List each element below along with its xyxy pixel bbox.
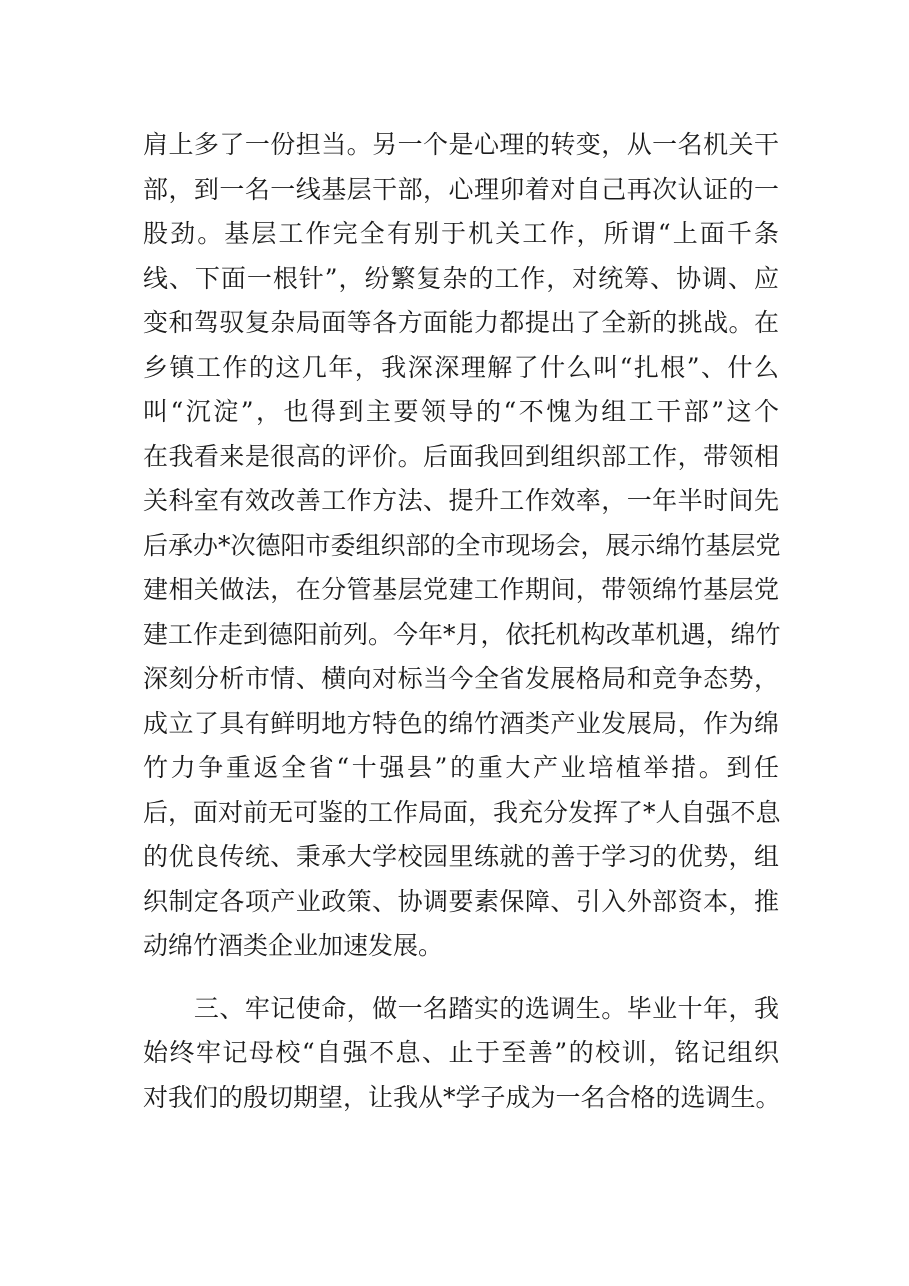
text-line: 线、下面一根针”，纷繁复杂的工作，对统筹、协调、应 — [143, 263, 779, 293]
text-line: 建相关做法，在分管基层党建工作期间，带领绵竹基层党 — [143, 575, 779, 604]
text-line: 三、牢记使命，做一名踏实的选调生。毕业十年，我 — [143, 993, 779, 1023]
text-line: 变和驾驭复杂局面等各方面能力都提出了全新的挑战。在 — [143, 308, 779, 337]
text-line: 对我们的殷切期望，让我从*学子成为一名合格的选调生。 — [143, 1082, 781, 1112]
text-line: 叫“沉淀”，也得到主要领导的“不愧为组工干部”这个 — [143, 397, 779, 426]
paragraph-gap — [143, 969, 779, 987]
text-line: 建工作走到德阳前列。今年*月，依托机构改革机遇，绵竹 — [143, 619, 781, 649]
text-line: 在我看来是很高的评价。后面我回到组织部工作，带领相 — [143, 441, 779, 471]
text-line: 动绵竹酒类企业加速发展。 — [143, 931, 444, 960]
paragraph-1 — [143, 123, 779, 969]
text-line: 后，面对前无可鉴的工作局面，我充分发挥了*人自强不息 — [143, 797, 781, 827]
text-line: 后承办*次德阳市委组织部的全市现场会，展示绵竹基层党 — [143, 530, 781, 560]
text-line: 肩上多了一份担当。另一个是心理的转变，从一名机关干 — [143, 130, 779, 159]
document-body — [143, 123, 779, 1120]
text-line: 的优良传统、秉承大学校园里练就的善于学习的优势，组 — [143, 842, 779, 871]
text-line: 乡镇工作的这几年，我深深理解了什么叫“扎根”、什么 — [143, 352, 779, 382]
text-line: 织制定各项产业政策、协调要素保障、引入外部资本，推 — [143, 886, 779, 916]
text-line: 竹力争重返全省“十强县”的重大产业培植举措。到任 — [143, 753, 779, 782]
text-line: 深刻分析市情、横向对标当今全省发展格局和竞争态势， — [143, 664, 779, 693]
text-line: 关科室有效改善工作方法、提升工作效率，一年半时间先 — [143, 486, 779, 515]
paragraph-2 — [143, 987, 779, 1121]
text-line: 股劲。基层工作完全有别于机关工作，所谓“上面千条 — [143, 219, 779, 248]
text-line: 成立了具有鲜明地方特色的绵竹酒类产业发展局，作为绵 — [143, 708, 779, 738]
text-line: 始终牢记母校“自强不息、止于至善”的校训，铭记组织 — [143, 1038, 779, 1067]
text-line: 部，到一名一线基层干部，心理卯着对自己再次认证的一 — [143, 174, 779, 204]
